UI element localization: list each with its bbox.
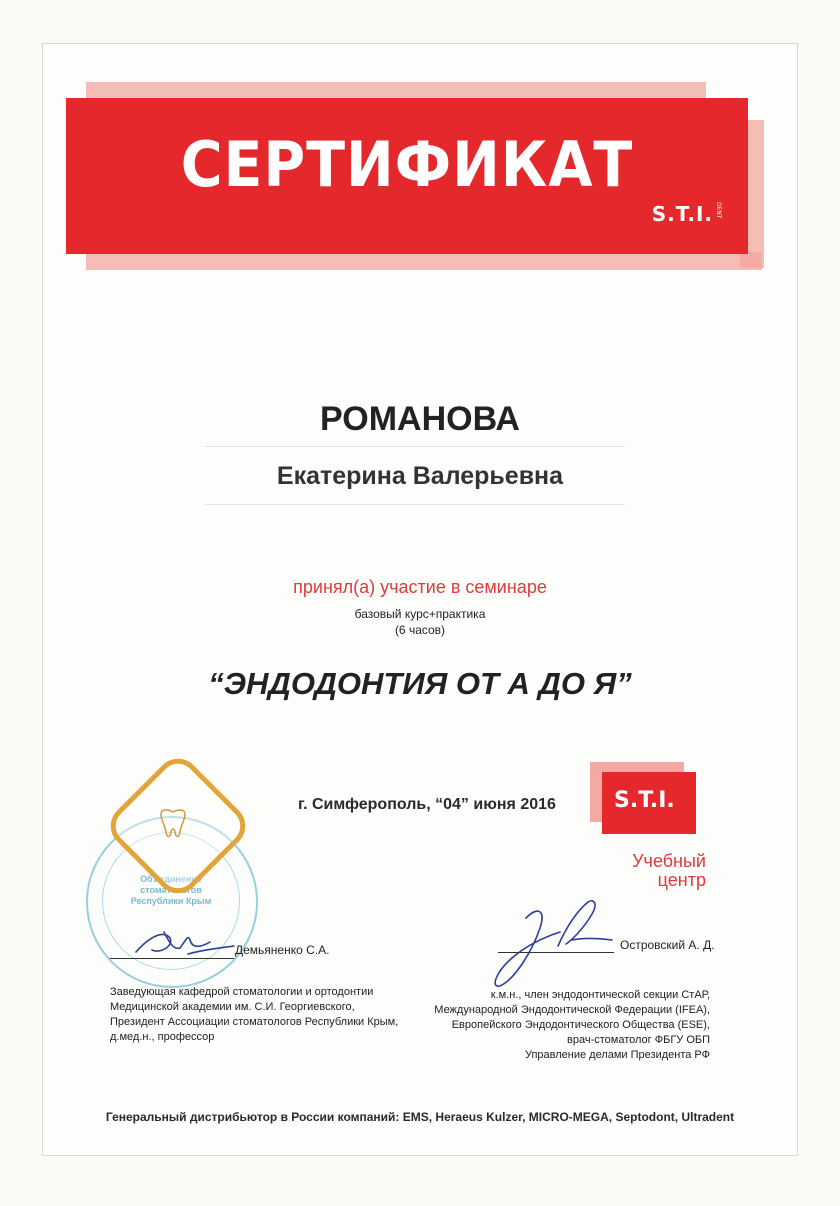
distributor-footer: Генеральный дистрибьютор в России компаний: EMS, Heraeus Kulzer, MICRO-MEGA, Septodont, Ultradent xyxy=(105,1110,735,1124)
course-hours: (6 часов) xyxy=(394,623,446,637)
title-line: Медицинской академии им. С.И. Георгиевского, xyxy=(110,1001,355,1013)
training-center-logo xyxy=(602,772,696,834)
title-line: Международной Эндодонтической Федерации (IFEA), xyxy=(434,1004,710,1016)
signatory-right-title xyxy=(420,988,710,1063)
title-line: д.мед.н., профессор xyxy=(110,1031,215,1043)
stamp-line: Объединение xyxy=(140,874,202,884)
sti-logo-small: DENT xyxy=(715,202,722,219)
title-line: к.м.н., член эндодонтической секции СтАР, xyxy=(490,989,710,1001)
signature-line xyxy=(498,952,614,953)
sti-logo-text: S.T.I. xyxy=(651,202,713,226)
title-line: Управление делами Президента РФ xyxy=(524,1049,710,1061)
signatory-left-title xyxy=(110,985,440,1045)
signatory-right-name: Островский А. Д. xyxy=(620,938,715,952)
title-line: Президент Ассоциации стоматологов Республики Крым, xyxy=(110,1016,399,1028)
certificate-title: СЕРТИФИКАТ xyxy=(180,128,634,201)
training-center-line1: Учебный xyxy=(632,851,706,871)
signature-right xyxy=(486,888,616,994)
course-type: базовый курс+практика xyxy=(354,607,486,621)
training-center-label xyxy=(560,852,706,890)
recipient-surname: РОМАНОВА xyxy=(320,400,520,438)
training-logo-text: S.T.I. xyxy=(614,788,675,813)
title-line: врач-стоматолог ФБГУ ОБП xyxy=(567,1034,710,1046)
title-line: Заведующая кафедрой стоматологии и ортодонтии xyxy=(110,986,374,998)
title-line: Европейского Эндодонтического Общества (ESE), xyxy=(451,1019,710,1031)
banner-shadow xyxy=(86,252,762,270)
participation-text: принял(а) участие в семинаре xyxy=(293,577,547,597)
divider xyxy=(205,504,625,505)
sti-logo xyxy=(652,202,722,226)
stamp-line: стоматологов xyxy=(140,885,202,895)
certificate-banner xyxy=(66,98,748,254)
seminar-title: “ЭНДОДОНТИЯ ОТ А ДО Я” xyxy=(208,666,632,701)
training-center-line2: центр xyxy=(657,870,706,890)
place-and-date: г. Симферополь, “04” июня 2016 xyxy=(298,796,556,813)
divider xyxy=(205,446,625,447)
recipient-given-names: Екатерина Валерьевна xyxy=(276,462,564,490)
stamp-line: Республики Крым xyxy=(130,896,212,906)
signatory-left-name: Демьяненко С.А. xyxy=(235,943,330,957)
tooth-icon xyxy=(156,808,190,840)
signature-line xyxy=(110,958,234,959)
